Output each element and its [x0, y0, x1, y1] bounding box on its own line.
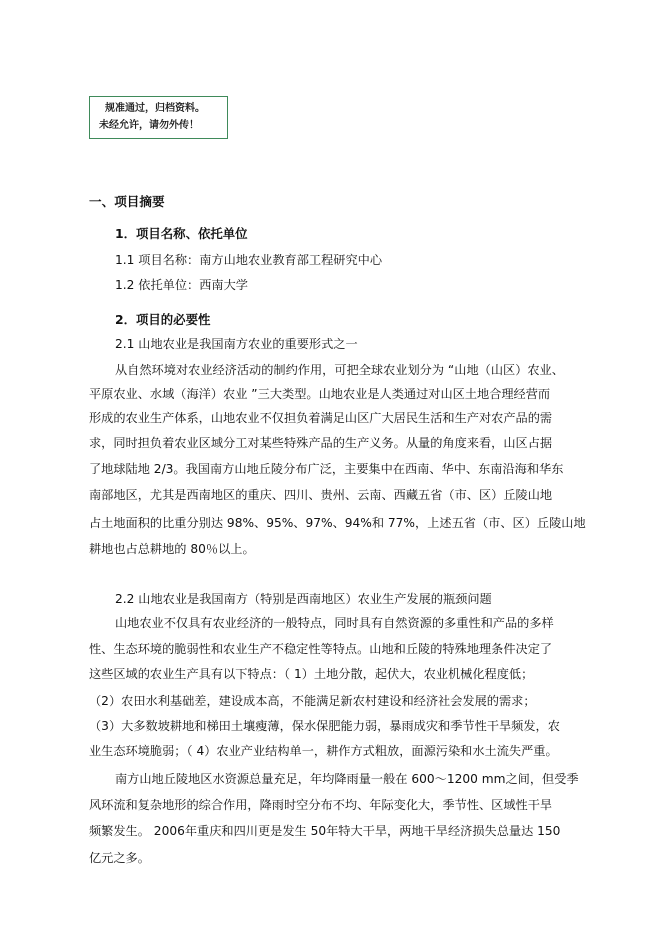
section-title-summary: 一、项目摘要	[89, 194, 165, 209]
subsection-title-necessity: 2．项目的必要性	[115, 312, 211, 327]
paragraph-line: 风环流和复杂地形的综合作用，降雨时空分布不均、年际变化大，季节性、区域性干旱	[89, 798, 553, 812]
paragraph-line: 频繁发生。 2006年重庆和四川更是发生 50年特大干旱，两地干旱经济损失总量达 150	[89, 824, 561, 838]
paragraph-line: 山地农业不仅具有农业经济的一般特点，同时具有自然资源的多重性和产品的多样	[115, 616, 554, 630]
paragraph-line: 亿元之多。	[89, 851, 150, 865]
paragraph-line: 平原农业、水域（海洋）农业 ”三大类型。山地农业是人类通过对山区土地合理经营而	[89, 387, 551, 401]
paragraph-line: 了地球陆地 2/3。我国南方山地丘陵分布广泛，主要集中在西南、华中、东南沿海和华东	[89, 462, 564, 476]
paragraph-line: 南部地区，尤其是西南地区的重庆、四川、贵州、云南、西藏五省（市、区）丘陵山地	[89, 488, 553, 502]
notice-line-1: 规准通过，归档资料。	[105, 103, 205, 114]
paragraph-line: 业生态环境脆弱；（ 4）农业产业结构单一，耕作方式粗放，面源污染和水土流失严重。	[89, 744, 558, 758]
paragraph-line: （3）大多数坡耕地和梯田土壤瘦薄，保水保肥能力弱，暴雨成灾和季节性干旱频发，农	[89, 719, 560, 733]
paragraph-line: （2）农田水利基础差，建设成本高，不能满足新农村建设和经济社会发展的需求；	[89, 694, 536, 708]
paragraph-line: 形成的农业生产体系，山地农业不仅担负着满足山区广大居民生活和生产对农产品的需	[89, 411, 553, 425]
paragraph-line: 耕地也占总耕地的 80％以上。	[89, 542, 255, 556]
paragraph-line: 求，同时担负着农业区域分工对某些特殊产品的生产义务。从量的角度来看，山区占据	[89, 436, 553, 450]
confidential-notice-box	[89, 96, 228, 139]
paragraph-line: 从自然环境对农业经济活动的制约作用，可把全球农业划分为 “山地（山区）农业、	[115, 363, 564, 377]
host-unit-line: 1.2 依托单位：西南大学	[115, 278, 248, 292]
paragraph-line: 这些区域的农业生产具有以下特点：（ 1）土地分散，起伏大，农业机械化程度低；	[89, 667, 534, 681]
heading-2-1: 2.1 山地农业是我国南方农业的重要形式之一	[115, 337, 358, 351]
paragraph-line: 占土地面积的比重分别达 98%、95%、97%、94%和 77%，上述五省（市、区）丘陵山地	[89, 516, 586, 530]
notice-line-2: 未经允许，请勿外传！	[99, 120, 199, 131]
paragraph-line: 南方山地丘陵地区水资源总量充足，年均降雨量一般在 600～1200 mm之间，但受季	[115, 772, 579, 786]
project-name-line: 1.1 项目名称：南方山地农业教育部工程研究中心	[115, 253, 383, 267]
subsection-title-name-unit: 1．项目名称、依托单位	[115, 226, 248, 241]
heading-2-2: 2.2 山地农业是我国南方（特别是西南地区）农业生产发展的瓶颈问题	[115, 592, 492, 606]
paragraph-line: 性、生态环境的脆弱性和农业生产不稳定性等特点。山地和丘陵的特殊地理条件决定了	[89, 642, 553, 656]
